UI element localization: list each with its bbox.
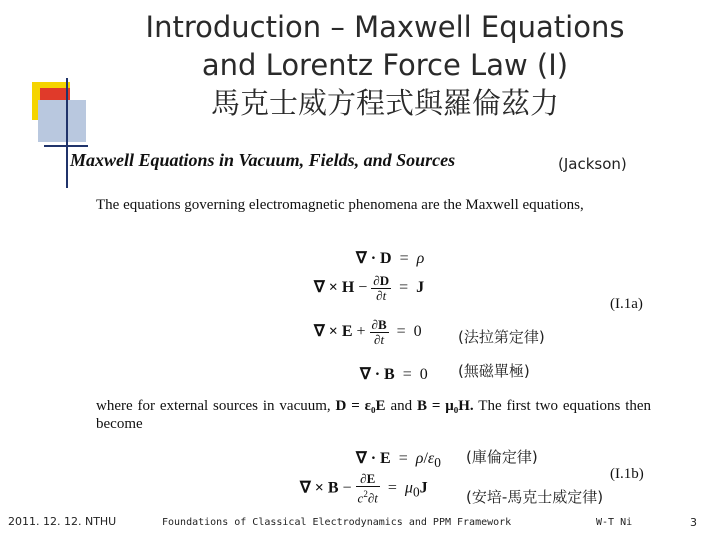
slide-title bbox=[95, 8, 675, 122]
equation-gauss-d: ∇ · D = ρ bbox=[356, 250, 425, 267]
title-line-3: 馬克士威方程式與羅倫茲力 bbox=[210, 86, 559, 120]
equation-gauss-e: ∇ · $E = \rho/\varepsilon_0$ bbox=[356, 450, 441, 471]
footer-course: Foundations of Classical Electrodynamics and PPM Framework bbox=[162, 517, 512, 528]
footer-date: 2011. 12. 12. NTHU bbox=[8, 515, 117, 528]
equation-ampere-h: ∇ × H − $\frac{\partial D}{\partial t}$ = J bbox=[314, 273, 425, 303]
note-coulomb: (庫倫定律) bbox=[466, 448, 538, 466]
note-faraday: (法拉第定律) bbox=[458, 328, 545, 346]
note-ampere-maxwell: (安培-馬克士威定律) bbox=[466, 488, 604, 506]
note-no-monopole: (無磁單極) bbox=[458, 362, 530, 380]
paragraph2-suffix: The first two equations then become bbox=[96, 398, 652, 432]
equation-label-1b: (I.1b) bbox=[610, 466, 644, 482]
intro-paragraph: The equations governing electromagnetic phenomena are the Maxwell equations, bbox=[96, 197, 584, 213]
section-heading: Maxwell Equations in Vacuum, Fields, and Sources bbox=[70, 150, 456, 170]
equation-ampere-maxwell: ∇ × B − $\frac{\partial E}{c^2\partial t}$ = $\mu_0J$ bbox=[300, 471, 428, 506]
paragraph2-d-relation: D = ε₀E bbox=[335, 398, 386, 414]
paragraph2-prefix: where for external sources in vacuum, bbox=[96, 398, 331, 414]
equation-faraday: ∇ × E + $\frac{\partial B}{\partial t}$ = 0 bbox=[314, 317, 422, 347]
paragraph2-and: and bbox=[390, 398, 413, 414]
equation-label-1a: (I.1a) bbox=[610, 296, 643, 312]
equation-gauss-b: ∇ · B = 0 bbox=[360, 366, 428, 383]
source-paragraph bbox=[96, 397, 651, 433]
page-number: 3 bbox=[690, 516, 697, 529]
decorative-square-blue bbox=[38, 100, 86, 142]
decorative-horizontal-line bbox=[44, 145, 88, 147]
title-line-2: and Lorentz Force Law (I) bbox=[201, 48, 569, 82]
title-line-1: Introduction – Maxwell Equations bbox=[145, 10, 625, 44]
decorative-vertical-line bbox=[66, 78, 68, 188]
reference-label: (Jackson) bbox=[558, 155, 627, 173]
paragraph2-b-relation: B = μ₀H. bbox=[416, 398, 474, 414]
footer-author: W-T Ni bbox=[596, 517, 633, 528]
